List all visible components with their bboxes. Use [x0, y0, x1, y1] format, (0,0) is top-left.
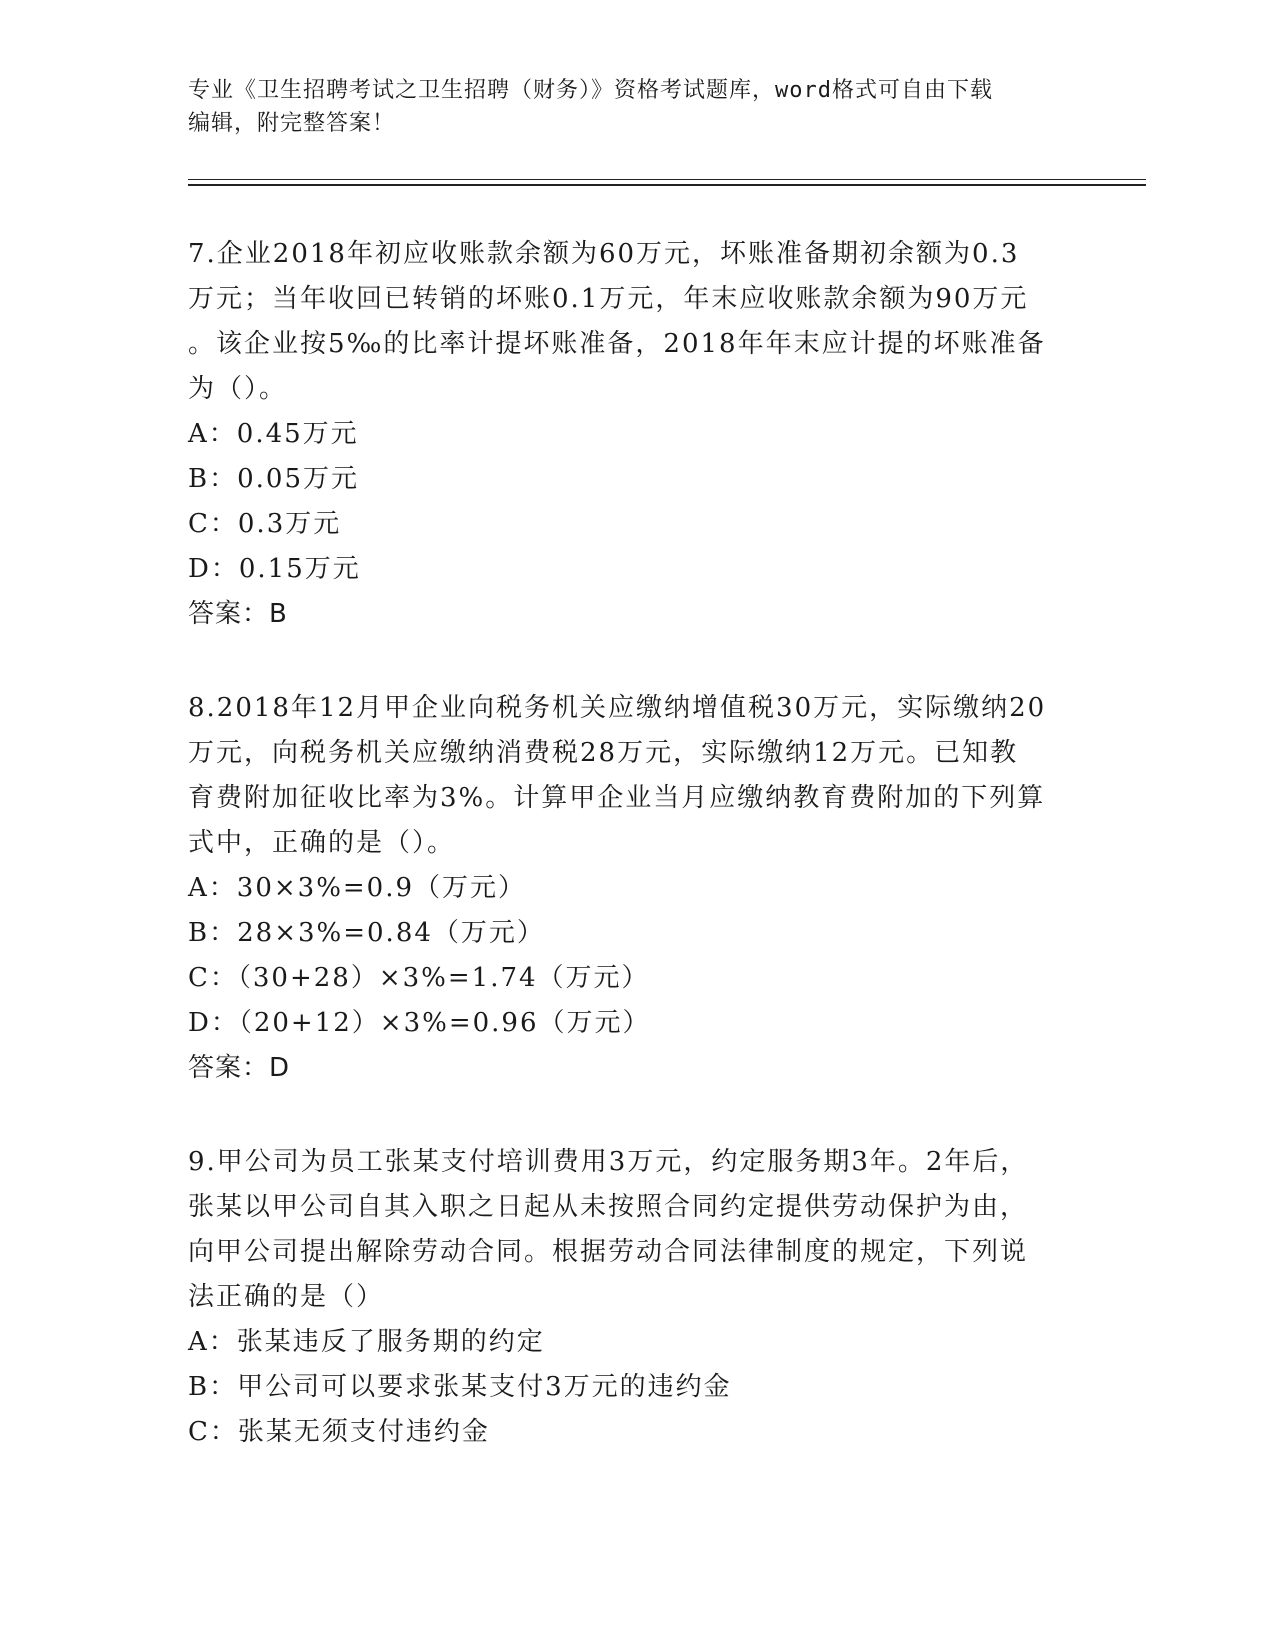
header-divider-thick — [188, 184, 1146, 186]
document-header — [188, 74, 1088, 140]
option-b: B：28×3%=0.84（万元） — [188, 918, 545, 948]
question-text-line: 8.2018年12月甲企业向税务机关应缴纳增值税30万元，实际缴纳20 — [188, 693, 1047, 723]
option-a: A：0.45万元 — [188, 419, 359, 449]
option-a: A：30×3%=0.9（万元） — [188, 873, 527, 903]
option-c: C：（30+28）×3%=1.74（万元） — [188, 963, 650, 993]
question-7 — [188, 232, 1088, 637]
question-text-line: 9.甲公司为员工张某支付培训费用3万元，约定服务期3年。2年后， — [188, 1147, 1029, 1177]
answer-label: 答案：D — [188, 1053, 291, 1083]
option-d: D：（20+12）×3%=0.96（万元） — [188, 1008, 651, 1038]
question-text-line: 。该企业按5‰的比率计提坏账准备，2018年年末应计提的坏账准备 — [188, 329, 1046, 359]
question-text-line: 为（）。 — [188, 374, 288, 404]
option-c: C：0.3万元 — [188, 509, 342, 539]
question-text-line: 7.企业2018年初应收账款余额为60万元，坏账准备期初余额为0.3 — [188, 239, 1020, 269]
question-9 — [188, 1140, 1088, 1455]
question-text-line: 张某以甲公司自其入职之日起从未按照合同约定提供劳动保护为由， — [188, 1192, 1029, 1222]
question-text-line: 万元；当年收回已转销的坏账0.1万元，年末应收账款余额为90万元 — [188, 284, 1029, 314]
answer-label: 答案：B — [188, 599, 288, 629]
option-b: B：甲公司可以要求张某支付3万元的违约金 — [188, 1372, 732, 1402]
question-text-line: 万元，向税务机关应缴纳消费税28万元，实际缴纳12万元。已知教 — [188, 738, 1019, 768]
option-a: A：张某违反了服务期的约定 — [188, 1327, 545, 1357]
question-text-line: 育费附加征收比率为3%。计算甲企业当月应缴纳教育费附加的下列算 — [188, 783, 1046, 813]
header-line-1: 专业《卫生招聘考试之卫生招聘（财务）》资格考试题库，word格式可自由下载 — [188, 78, 993, 103]
question-text-line: 向甲公司提出解除劳动合同。根据劳动合同法律制度的规定，下列说 — [188, 1237, 1029, 1267]
question-text-line: 法正确的是（） — [188, 1282, 385, 1312]
question-text-line: 式中，正确的是（）。 — [188, 828, 456, 858]
option-b: B：0.05万元 — [188, 464, 359, 494]
header-divider-thin — [188, 179, 1146, 180]
question-8 — [188, 686, 1088, 1091]
option-d: D：0.15万元 — [188, 554, 361, 584]
header-line-2: 编辑，附完整答案！ — [188, 111, 396, 136]
option-c: C：张某无须支付违约金 — [188, 1417, 490, 1447]
